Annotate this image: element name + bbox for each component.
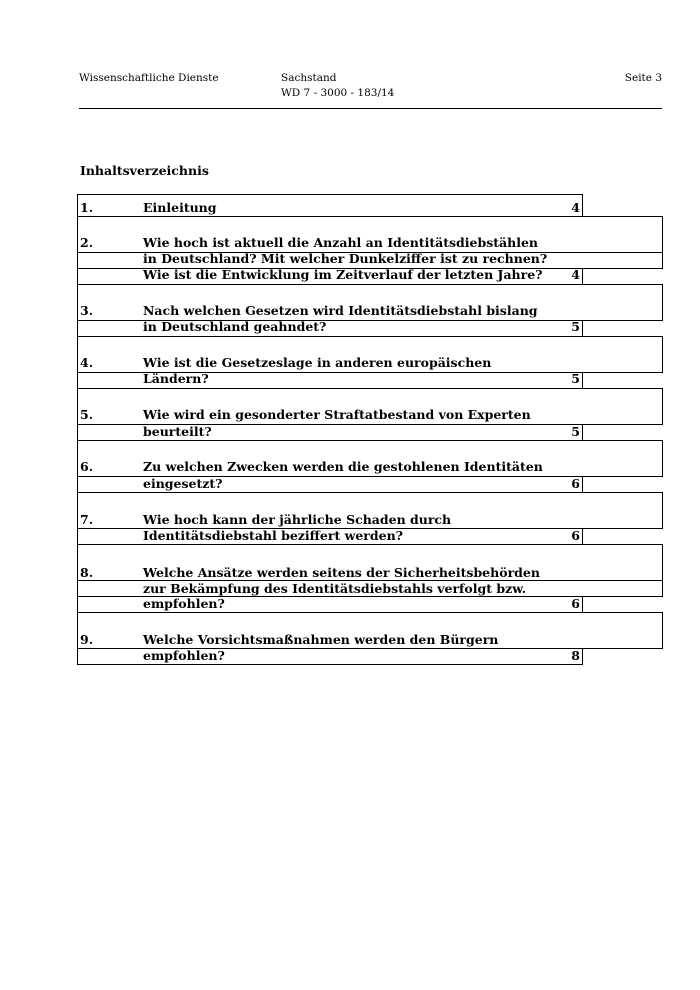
toc-entry-title-line[interactable]: Nach welchen Gesetzen wird Identitätsdiebstahl bislang [143, 303, 538, 318]
toc-entry-title-line[interactable]: zur Bekämpfung des Identitätsdiebstahls verfolgt bzw. [143, 581, 527, 596]
toc-entry-number: 3. [80, 303, 94, 318]
toc-entry-title-line[interactable]: Wie ist die Gesetzeslage in anderen europäischen [143, 355, 492, 370]
toc-entry-page-number: 8 [571, 648, 580, 663]
toc-entry-title-line[interactable]: Identitätsdiebstahl beziffert werden? [143, 528, 403, 543]
header-doc-ref: WD 7 - 3000 - 183/14 [281, 87, 395, 99]
toc-entry-number: 6. [80, 459, 94, 474]
toc-entry-title-line[interactable]: in Deutschland geahndet? [143, 319, 327, 334]
toc-entry-title-line[interactable]: Ländern? [143, 371, 209, 386]
toc-entry-number: 4. [80, 355, 94, 370]
header-doc-type: Sachstand [281, 72, 337, 84]
toc-entry-number: 1. [80, 200, 94, 215]
toc-entry-title-line[interactable]: Einleitung [143, 200, 217, 215]
header-org: Wissenschaftliche Dienste [79, 72, 219, 84]
toc-entry-page-number: 4 [571, 200, 580, 215]
toc-entry-title-line[interactable]: eingesetzt? [143, 476, 223, 491]
toc-title: Inhaltsverzeichnis [80, 163, 209, 178]
toc-entry-page-number: 6 [571, 476, 580, 491]
toc-entry-number: 8. [80, 565, 94, 580]
toc-entry-page-number: 6 [571, 528, 580, 543]
toc-entry-title-line[interactable]: empfohlen? [143, 648, 225, 663]
toc-entry-title-line[interactable]: Welche Ansätze werden seitens der Sicherheitsbehörden [143, 565, 540, 580]
toc-entry-title-line[interactable]: Wie ist die Entwicklung im Zeitverlauf der letzten Jahre? [143, 267, 543, 282]
toc-entry-number: 5. [80, 407, 94, 422]
toc-entry-title-line[interactable]: empfohlen? [143, 596, 225, 611]
toc-entry-number: 7. [80, 512, 94, 527]
toc-entry-number: 9. [80, 632, 94, 647]
toc-entry-title-line[interactable]: Wie hoch ist aktuell die Anzahl an Identitätsdiebstählen [143, 235, 538, 250]
toc-entry-number: 2. [80, 235, 94, 250]
toc-entry-page-number: 4 [571, 267, 580, 282]
toc-entry-title-line[interactable]: Wie hoch kann der jährliche Schaden durch [143, 512, 452, 527]
toc-entry-page-number: 5 [571, 424, 580, 439]
toc-entry-title-line[interactable]: Wie wird ein gesonderter Straftatbestand von Experten [143, 407, 531, 422]
toc-entry-page-number: 5 [571, 319, 580, 334]
toc-entry-page-number: 5 [571, 371, 580, 386]
toc-entry-title-line[interactable]: Welche Vorsichtsmaßnahmen werden den Bürgern [143, 632, 499, 647]
toc-entry-page-number: 6 [571, 596, 580, 611]
toc-entry-title-line[interactable]: in Deutschland? Mit welcher Dunkelziffer ist zu rechnen? [143, 251, 548, 266]
toc-entry-title-line[interactable]: beurteilt? [143, 424, 212, 439]
header-page-number: Seite 3 [624, 72, 662, 84]
toc-entry-title-line[interactable]: Zu welchen Zwecken werden die gestohlenen Identitäten [143, 459, 543, 474]
